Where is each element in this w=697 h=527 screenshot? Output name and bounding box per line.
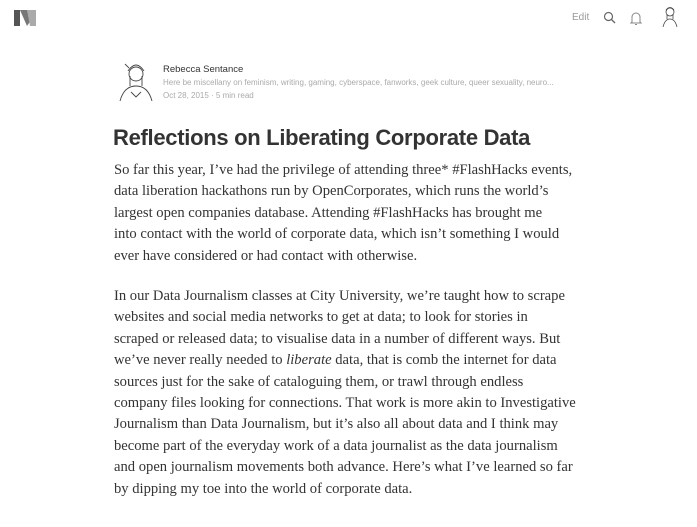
notifications-bell-icon[interactable] — [630, 11, 642, 26]
text-line: Journalism than Data Journalism, but it’s also all about data and I think may — [114, 416, 559, 433]
text-line: In our Data Journalism classes at City University, we’re taught how to scrape — [114, 288, 565, 304]
text-line: become part of the everyday work of a data journalist as the data journalism — [114, 437, 558, 454]
text-line: So far this year, I’ve had the privilege of attending three* #FlashHacks events, — [114, 162, 573, 178]
text-line: data liberation hackathons run by OpenCorporates, which runs the world’s — [114, 183, 549, 200]
paragraph-2 — [114, 286, 594, 500]
author-bio: Here be miscellany on feminism, writing, gaming, cyberspace, fanworks, geek culture, queer sexuality, neuro... — [163, 78, 554, 87]
article-title: Reflections on Liberating Corporate Data — [113, 125, 531, 150]
text-segment: we’ve never really needed to — [114, 352, 287, 369]
text-line: company files looking for connections. That work is more akin to Investigative — [114, 395, 576, 412]
text-line: websites and social media networks to get at data; to look for stories in — [114, 309, 528, 326]
text-line: and open journalism movements both advance. Here’s what I’ve learned so far — [114, 459, 573, 476]
paragraph-1 — [114, 160, 594, 267]
text-segment: data, that is comb the internet for data — [331, 352, 557, 369]
text-line — [114, 350, 594, 371]
user-avatar[interactable] — [660, 6, 680, 28]
emphasis-liberate: liberate — [286, 352, 332, 369]
author-avatar[interactable] — [116, 62, 156, 102]
edit-link[interactable]: Edit — [572, 12, 590, 23]
text-line: ever have considered or had contact with otherwise. — [114, 247, 418, 264]
text-line: into contact with the world of corporate data, which isn’t something I would — [114, 226, 560, 243]
text-line: largest open companies database. Attending #FlashHacks has brought me — [114, 204, 543, 221]
post-meta: Oct 28, 2015 · 5 min read — [163, 91, 254, 100]
author-name-link[interactable]: Rebecca Sentance — [163, 64, 244, 75]
search-icon[interactable] — [603, 11, 616, 24]
text-line: scraped or released data; to visualise data in a number of different ways. But — [114, 330, 561, 347]
text-line: by dipping my toe into the world of corporate data. — [114, 480, 413, 497]
text-line: sources just for the sake of cataloguing them, or trawl through endless — [114, 373, 524, 390]
medium-logo-icon[interactable] — [14, 10, 36, 26]
